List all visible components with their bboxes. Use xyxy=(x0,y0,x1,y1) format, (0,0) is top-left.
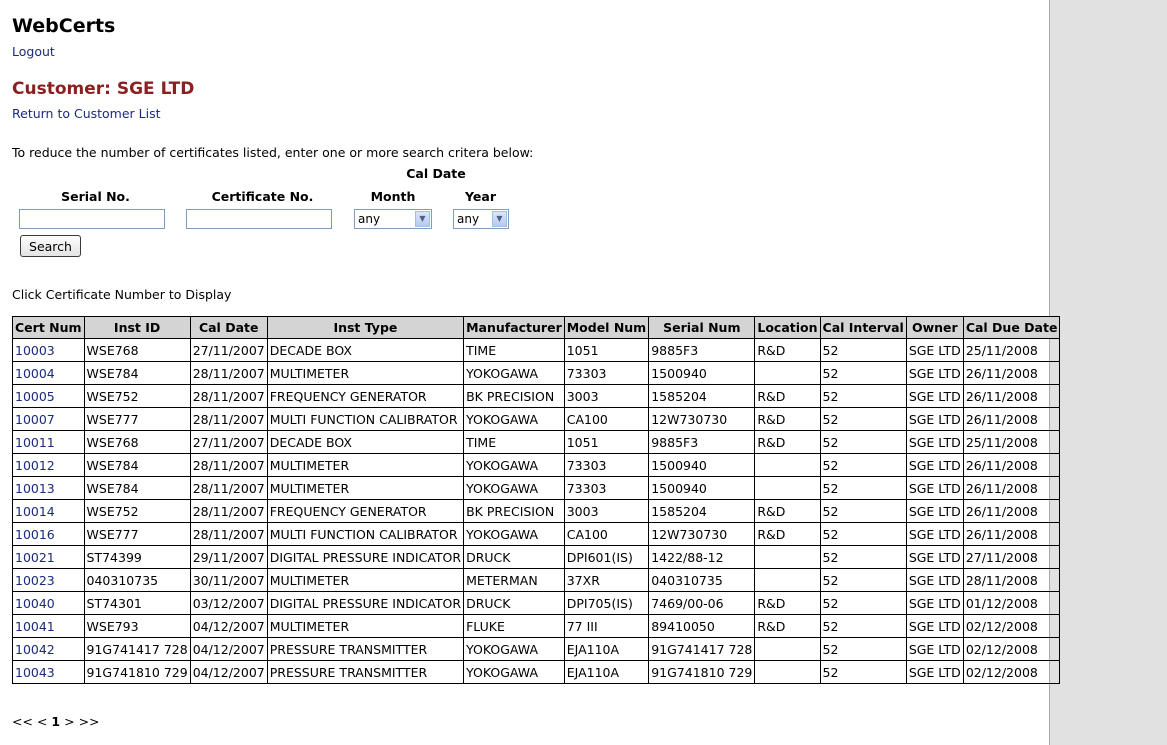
certificate-no-label: Certificate No. xyxy=(211,189,314,204)
cert-number-link[interactable]: 10014 xyxy=(15,503,55,519)
table-cell: 91G741417 728 xyxy=(84,638,190,661)
table-cell: 28/11/2007 xyxy=(190,523,267,546)
table-cell xyxy=(13,385,85,408)
table-cell: BK PRECISION xyxy=(464,500,565,523)
table-cell: 28/11/2007 xyxy=(190,454,267,477)
table-cell: DPI601(IS) xyxy=(564,546,648,569)
table-cell: 28/11/2007 xyxy=(190,362,267,385)
table-cell: WSE784 xyxy=(84,454,190,477)
table-cell: SGE LTD xyxy=(906,615,963,638)
table-cell: SGE LTD xyxy=(906,408,963,431)
table-cell: FREQUENCY GENERATOR xyxy=(267,385,463,408)
column-header: Location xyxy=(755,317,820,339)
table-cell: FREQUENCY GENERATOR xyxy=(267,500,463,523)
cert-number-link[interactable]: 10003 xyxy=(15,342,55,358)
table-cell: 26/11/2008 xyxy=(963,523,1060,546)
table-cell xyxy=(13,431,85,454)
table-cell: DRUCK xyxy=(464,592,565,615)
table-cell: 52 xyxy=(820,661,906,684)
table-cell: 04/12/2007 xyxy=(190,638,267,661)
table-cell: SGE LTD xyxy=(906,661,963,684)
table-row xyxy=(13,431,1060,454)
table-cell xyxy=(13,362,85,385)
table-cell: WSE777 xyxy=(84,408,190,431)
table-cell: 12W730730 xyxy=(649,408,755,431)
table-cell xyxy=(13,638,85,661)
table-cell: 040310735 xyxy=(649,569,755,592)
chevron-down-icon[interactable]: ▼ xyxy=(415,211,430,227)
table-cell: 02/12/2008 xyxy=(963,638,1060,661)
table-row xyxy=(13,339,1060,362)
table-cell: 52 xyxy=(820,362,906,385)
table-cell: CA100 xyxy=(564,408,648,431)
table-cell: 52 xyxy=(820,523,906,546)
table-cell: 30/11/2007 xyxy=(190,569,267,592)
table-cell xyxy=(755,546,820,569)
table-cell: 37XR xyxy=(564,569,648,592)
table-cell: 27/11/2007 xyxy=(190,431,267,454)
table-cell xyxy=(13,592,85,615)
certificate-no-input[interactable] xyxy=(186,209,332,229)
app-title: WebCerts xyxy=(12,15,116,37)
month-select[interactable] xyxy=(354,209,432,229)
table-cell: R&D xyxy=(755,615,820,638)
table-cell: 26/11/2008 xyxy=(963,500,1060,523)
table-cell: YOKOGAWA xyxy=(464,638,565,661)
table-cell: EJA110A xyxy=(564,638,648,661)
cert-number-link[interactable]: 10023 xyxy=(15,572,55,588)
table-cell xyxy=(755,638,820,661)
right-side-panel xyxy=(1049,0,1167,745)
table-cell: 1585204 xyxy=(649,500,755,523)
table-cell: 1500940 xyxy=(649,454,755,477)
column-header: Inst Type xyxy=(267,317,463,339)
table-cell: 04/12/2007 xyxy=(190,661,267,684)
table-row xyxy=(13,362,1060,385)
table-cell: 26/11/2008 xyxy=(963,454,1060,477)
cert-number-link[interactable]: 10016 xyxy=(15,526,55,542)
column-header: Cal Due Date xyxy=(963,317,1060,339)
table-cell: 1585204 xyxy=(649,385,755,408)
table-cell: MULTIMETER xyxy=(267,615,463,638)
cal-date-label: Cal Date xyxy=(406,166,466,181)
table-cell: 52 xyxy=(820,431,906,454)
table-cell: WSE777 xyxy=(84,523,190,546)
table-cell: 73303 xyxy=(564,362,648,385)
table-cell xyxy=(13,661,85,684)
table-cell: R&D xyxy=(755,500,820,523)
table-cell: YOKOGAWA xyxy=(464,408,565,431)
table-cell: METERMAN xyxy=(464,569,565,592)
table-cell: YOKOGAWA xyxy=(464,477,565,500)
table-cell: 28/11/2007 xyxy=(190,477,267,500)
table-cell: 9885F3 xyxy=(649,339,755,362)
table-cell: 27/11/2007 xyxy=(190,339,267,362)
pagination xyxy=(12,714,100,729)
table-cell: 02/12/2008 xyxy=(963,661,1060,684)
table-cell xyxy=(755,477,820,500)
table-cell: 73303 xyxy=(564,454,648,477)
table-cell: 1051 xyxy=(564,339,648,362)
table-cell: MULTI FUNCTION CALIBRATOR xyxy=(267,523,463,546)
table-cell: EJA110A xyxy=(564,661,648,684)
column-header: Cert Num xyxy=(13,317,85,339)
table-cell: 27/11/2008 xyxy=(963,546,1060,569)
certificates-table xyxy=(12,316,1060,684)
cert-number-link[interactable]: 10004 xyxy=(15,365,55,381)
table-cell: 12W730730 xyxy=(649,523,755,546)
table-cell: 1500940 xyxy=(649,477,755,500)
table-cell: YOKOGAWA xyxy=(464,523,565,546)
table-cell: MULTIMETER xyxy=(267,569,463,592)
table-cell: 29/11/2007 xyxy=(190,546,267,569)
table-cell: 91G741810 729 xyxy=(649,661,755,684)
table-cell: 3003 xyxy=(564,385,648,408)
table-cell: MULTI FUNCTION CALIBRATOR xyxy=(267,408,463,431)
table-cell: WSE752 xyxy=(84,500,190,523)
table-cell: 73303 xyxy=(564,477,648,500)
table-cell: 28/11/2007 xyxy=(190,385,267,408)
table-cell: 89410050 xyxy=(649,615,755,638)
serial-no-input[interactable] xyxy=(19,209,165,229)
table-cell: SGE LTD xyxy=(906,523,963,546)
table-cell: 26/11/2008 xyxy=(963,477,1060,500)
table-cell: 91G741417 728 xyxy=(649,638,755,661)
cert-number-link[interactable]: 10007 xyxy=(15,411,55,427)
table-row xyxy=(13,592,1060,615)
table-cell: 52 xyxy=(820,615,906,638)
column-header: Serial Num xyxy=(649,317,755,339)
table-cell: 52 xyxy=(820,477,906,500)
table-cell: 1500940 xyxy=(649,362,755,385)
table-cell: 03/12/2007 xyxy=(190,592,267,615)
search-instructions: To reduce the number of certificates listed, enter one or more search critera below: xyxy=(12,145,534,160)
cert-number-link[interactable]: 10042 xyxy=(15,641,55,657)
table-row xyxy=(13,638,1060,661)
logout-link[interactable]: Logout xyxy=(12,44,55,59)
table-cell: 28/11/2007 xyxy=(190,500,267,523)
table-row xyxy=(13,661,1060,684)
table-cell xyxy=(755,454,820,477)
table-cell: DECADE BOX xyxy=(267,339,463,362)
table-row xyxy=(13,546,1060,569)
table-cell: 52 xyxy=(820,408,906,431)
table-cell: 52 xyxy=(820,454,906,477)
table-cell: 01/12/2008 xyxy=(963,592,1060,615)
customer-heading: Customer: SGE LTD xyxy=(12,79,195,99)
table-cell: PRESSURE TRANSMITTER xyxy=(267,638,463,661)
table-cell: 52 xyxy=(820,500,906,523)
table-cell: WSE793 xyxy=(84,615,190,638)
month-label: Month xyxy=(370,189,416,204)
table-cell: 04/12/2007 xyxy=(190,615,267,638)
table-cell: R&D xyxy=(755,408,820,431)
year-select[interactable] xyxy=(453,209,509,229)
pager-prev[interactable]: < xyxy=(36,714,48,729)
table-cell: 52 xyxy=(820,339,906,362)
table-cell: 52 xyxy=(820,638,906,661)
table-row xyxy=(13,569,1060,592)
table-row xyxy=(13,500,1060,523)
table-cell xyxy=(13,569,85,592)
cert-number-link[interactable]: 10021 xyxy=(15,549,55,565)
table-cell: FLUKE xyxy=(464,615,565,638)
table-cell: SGE LTD xyxy=(906,477,963,500)
table-cell: 77 III xyxy=(564,615,648,638)
table-cell: R&D xyxy=(755,339,820,362)
table-cell xyxy=(13,546,85,569)
table-cell: WSE784 xyxy=(84,362,190,385)
table-cell: SGE LTD xyxy=(906,500,963,523)
table-cell: DIGITAL PRESSURE INDICATOR xyxy=(267,592,463,615)
table-cell: R&D xyxy=(755,523,820,546)
cert-number-link[interactable]: 10013 xyxy=(15,480,55,496)
table-row xyxy=(13,385,1060,408)
pager-last[interactable]: >> xyxy=(78,714,100,729)
table-cell: PRESSURE TRANSMITTER xyxy=(267,661,463,684)
table-cell: R&D xyxy=(755,431,820,454)
table-header-row xyxy=(13,317,1060,339)
pager-first[interactable]: << xyxy=(12,714,33,729)
cert-number-link[interactable]: 10043 xyxy=(15,664,55,680)
table-cell: YOKOGAWA xyxy=(464,661,565,684)
table-cell: ST74399 xyxy=(84,546,190,569)
table-cell: 040310735 xyxy=(84,569,190,592)
pager-current-page: 1 xyxy=(51,714,61,729)
table-cell xyxy=(755,569,820,592)
table-cell: 1422/88-12 xyxy=(649,546,755,569)
column-header: Inst ID xyxy=(84,317,190,339)
table-cell: 9885F3 xyxy=(649,431,755,454)
year-label: Year xyxy=(465,189,496,204)
table-cell: MULTIMETER xyxy=(267,454,463,477)
table-row xyxy=(13,615,1060,638)
table-cell: DIGITAL PRESSURE INDICATOR xyxy=(267,546,463,569)
table-cell: 52 xyxy=(820,546,906,569)
table-row xyxy=(13,454,1060,477)
table-cell: 28/11/2007 xyxy=(190,408,267,431)
table-cell: R&D xyxy=(755,592,820,615)
chevron-down-icon[interactable]: ▼ xyxy=(492,211,507,227)
table-cell xyxy=(13,339,85,362)
table-cell: SGE LTD xyxy=(906,638,963,661)
table-cell: SGE LTD xyxy=(906,546,963,569)
table-cell: TIME xyxy=(464,431,565,454)
table-cell: 25/11/2008 xyxy=(963,339,1060,362)
search-button[interactable]: Search xyxy=(20,235,81,257)
table-cell xyxy=(13,615,85,638)
column-header: Manufacturer xyxy=(464,317,565,339)
month-selected-value: any xyxy=(358,212,381,226)
serial-no-label: Serial No. xyxy=(61,189,130,204)
table-cell xyxy=(13,454,85,477)
table-cell: ST74301 xyxy=(84,592,190,615)
table-cell: WSE784 xyxy=(84,477,190,500)
table-cell: WSE768 xyxy=(84,339,190,362)
table-cell: 3003 xyxy=(564,500,648,523)
table-cell: 52 xyxy=(820,592,906,615)
cert-number-link[interactable]: 10005 xyxy=(15,388,55,404)
table-cell: SGE LTD xyxy=(906,362,963,385)
table-cell: R&D xyxy=(755,385,820,408)
table-row xyxy=(13,408,1060,431)
table-cell: 26/11/2008 xyxy=(963,385,1060,408)
table-cell: DRUCK xyxy=(464,546,565,569)
year-selected-value: any xyxy=(457,212,480,226)
cert-number-link[interactable]: 10040 xyxy=(15,595,55,611)
table-cell: BK PRECISION xyxy=(464,385,565,408)
table-cell: MULTIMETER xyxy=(267,362,463,385)
cert-number-link[interactable]: 10011 xyxy=(15,434,55,450)
table-cell xyxy=(755,661,820,684)
table-cell: 26/11/2008 xyxy=(963,362,1060,385)
return-to-customer-list-link[interactable]: Return to Customer List xyxy=(12,106,161,121)
table-instructions: Click Certificate Number to Display xyxy=(12,287,232,302)
table-cell: 52 xyxy=(820,569,906,592)
table-cell: YOKOGAWA xyxy=(464,362,565,385)
table-row xyxy=(13,523,1060,546)
table-cell: 52 xyxy=(820,385,906,408)
table-cell: 1051 xyxy=(564,431,648,454)
cert-number-link[interactable]: 10041 xyxy=(15,618,55,634)
column-header: Cal Date xyxy=(190,317,267,339)
table-cell: TIME xyxy=(464,339,565,362)
table-cell xyxy=(13,523,85,546)
table-cell: 26/11/2008 xyxy=(963,408,1060,431)
cert-number-link[interactable]: 10012 xyxy=(15,457,55,473)
table-cell: 25/11/2008 xyxy=(963,431,1060,454)
table-cell xyxy=(755,362,820,385)
table-cell xyxy=(13,477,85,500)
table-cell: YOKOGAWA xyxy=(464,454,565,477)
table-cell: MULTIMETER xyxy=(267,477,463,500)
table-cell: DPI705(IS) xyxy=(564,592,648,615)
table-cell: SGE LTD xyxy=(906,431,963,454)
table-cell: DECADE BOX xyxy=(267,431,463,454)
table-cell xyxy=(13,500,85,523)
table-cell: CA100 xyxy=(564,523,648,546)
table-cell xyxy=(13,408,85,431)
column-header: Owner xyxy=(906,317,963,339)
table-cell: SGE LTD xyxy=(906,339,963,362)
table-body xyxy=(13,339,1060,684)
pager-next[interactable]: > xyxy=(64,714,75,729)
column-header: Cal Interval xyxy=(820,317,906,339)
table-cell: WSE752 xyxy=(84,385,190,408)
table-cell: WSE768 xyxy=(84,431,190,454)
table-cell: SGE LTD xyxy=(906,385,963,408)
table-cell: 91G741810 729 xyxy=(84,661,190,684)
table-cell: 28/11/2008 xyxy=(963,569,1060,592)
column-header: Model Num xyxy=(564,317,648,339)
table-cell: SGE LTD xyxy=(906,454,963,477)
table-cell: 02/12/2008 xyxy=(963,615,1060,638)
table-row xyxy=(13,477,1060,500)
table-cell: SGE LTD xyxy=(906,592,963,615)
table-cell: 7469/00-06 xyxy=(649,592,755,615)
table-cell: SGE LTD xyxy=(906,569,963,592)
